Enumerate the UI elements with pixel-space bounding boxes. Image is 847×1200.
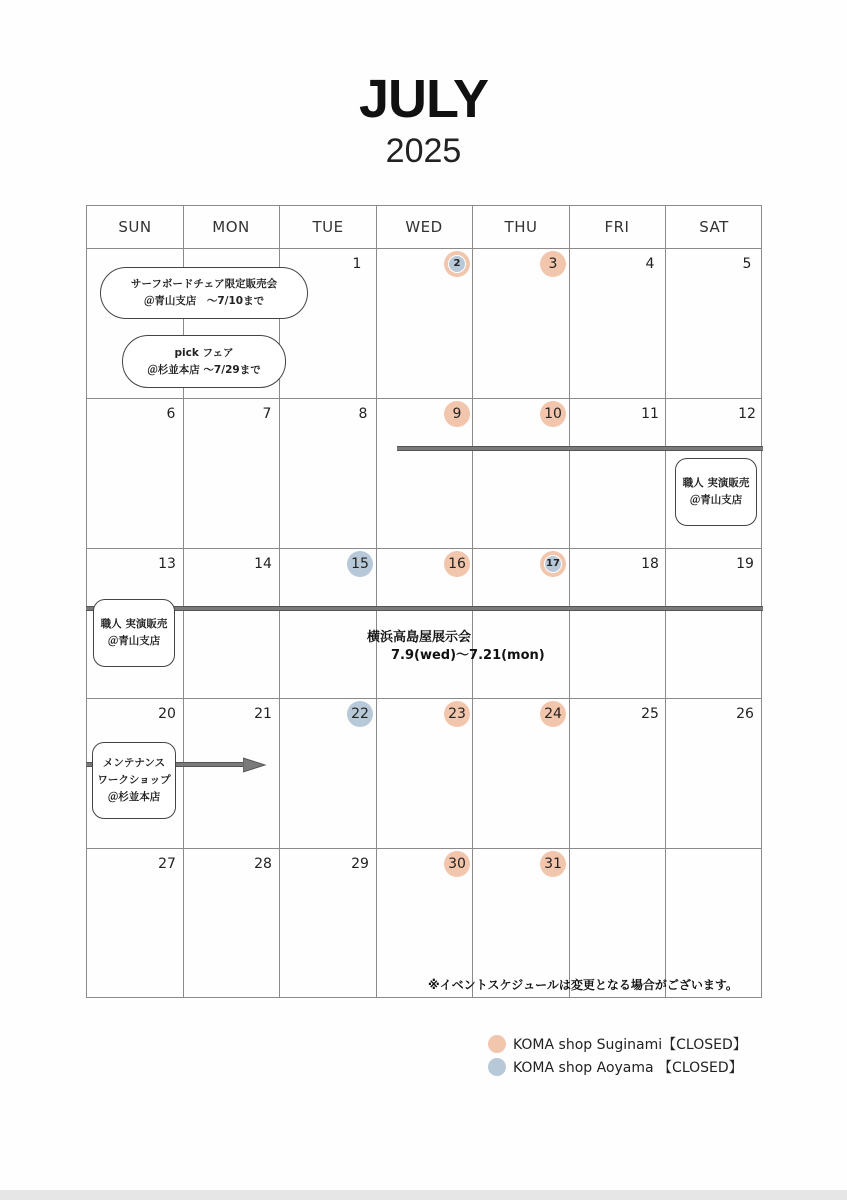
date-27: 27 <box>158 856 176 872</box>
weekday-sun: SUN <box>118 218 152 236</box>
date-3: 3 <box>548 256 558 272</box>
event-maintenance-line1: メンテナンス <box>102 757 166 769</box>
expo-title: 横浜高島屋展示会 <box>367 630 472 645</box>
page-bottom-edge <box>0 1190 847 1200</box>
year-title: 2025 <box>385 132 462 170</box>
event-pick-line2: ＠杉並本店 ～7/29まで <box>147 363 261 376</box>
date-24: 24 <box>544 706 562 722</box>
event-craftsman-sun <box>93 599 175 667</box>
date-30: 30 <box>448 856 466 872</box>
event-craftsman-sat-line1: 職人 実演販売 <box>682 477 750 489</box>
date-28: 28 <box>254 856 272 872</box>
date-22: 22 <box>351 706 369 722</box>
date-18: 18 <box>641 556 659 572</box>
suginami-closed-dot <box>488 1035 506 1053</box>
calendar-grid <box>86 205 762 998</box>
schedule-note: ※イベントスケジュールは変更となる場合がございます。 <box>428 978 738 992</box>
date-8: 8 <box>358 406 368 422</box>
event-craftsman-sun-line2: ＠青山支店 <box>107 635 161 647</box>
date-9: 9 <box>452 406 462 422</box>
date-6: 6 <box>166 406 176 422</box>
event-craftsman-sat <box>675 458 757 526</box>
legend-suginami <box>488 1034 747 1054</box>
date-7: 7 <box>262 406 272 422</box>
legend-aoyama <box>488 1057 743 1077</box>
aoyama-closed-dot <box>488 1058 506 1076</box>
event-craftsman-sat-line2: ＠青山支店 <box>689 494 743 506</box>
arrow-right-icon <box>243 756 267 774</box>
date-13: 13 <box>158 556 176 572</box>
event-surfboard-sale <box>100 267 308 319</box>
date-1: 1 <box>352 256 362 272</box>
event-pick-line1: pick フェア <box>174 346 234 359</box>
month-title: JULY <box>358 69 489 129</box>
event-maintenance-line2: ワークショップ <box>97 774 171 786</box>
date-26: 26 <box>736 706 754 722</box>
date-19: 19 <box>736 556 754 572</box>
date-16: 16 <box>448 556 466 572</box>
date-25: 25 <box>641 706 659 722</box>
weekday-tue: TUE <box>312 218 344 236</box>
date-14: 14 <box>254 556 272 572</box>
date-12: 12 <box>738 406 756 422</box>
date-5: 5 <box>742 256 752 272</box>
expo-bar-week3 <box>86 606 763 611</box>
date-23: 23 <box>448 706 466 722</box>
expo-bar-week2 <box>397 446 763 451</box>
date-17: 17 <box>546 558 560 569</box>
date-10: 10 <box>544 406 562 422</box>
event-surfboard-line1: サーフボードチェア限定販売会 <box>130 278 278 290</box>
date-29: 29 <box>351 856 369 872</box>
event-maintenance-line3: ＠杉並本店 <box>107 791 161 803</box>
event-pick-fair <box>122 335 286 388</box>
event-maintenance-workshop <box>92 742 176 819</box>
legend-aoyama-label: KOMA shop Aoyama 【CLOSED】 <box>513 1060 743 1076</box>
weekday-thu: THU <box>504 218 538 236</box>
weekday-fri: FRI <box>604 218 630 236</box>
date-15: 15 <box>351 556 369 572</box>
date-20: 20 <box>158 706 176 722</box>
date-31: 31 <box>544 856 562 872</box>
event-craftsman-sun-line1: 職人 実演販売 <box>100 618 168 630</box>
date-21: 21 <box>254 706 272 722</box>
expo-period: 7.9(wed)～7.21(mon) <box>391 648 545 663</box>
date-2: 2 <box>453 258 461 269</box>
date-11: 11 <box>641 406 659 422</box>
date-4: 4 <box>645 256 655 272</box>
weekday-mon: MON <box>212 218 250 236</box>
legend-suginami-label: KOMA shop Suginami【CLOSED】 <box>513 1037 747 1053</box>
event-surfboard-line2: ＠青山支店 ～7/10まで <box>143 295 265 307</box>
weekday-wed: WED <box>405 218 443 236</box>
weekday-sat: SAT <box>699 218 729 236</box>
